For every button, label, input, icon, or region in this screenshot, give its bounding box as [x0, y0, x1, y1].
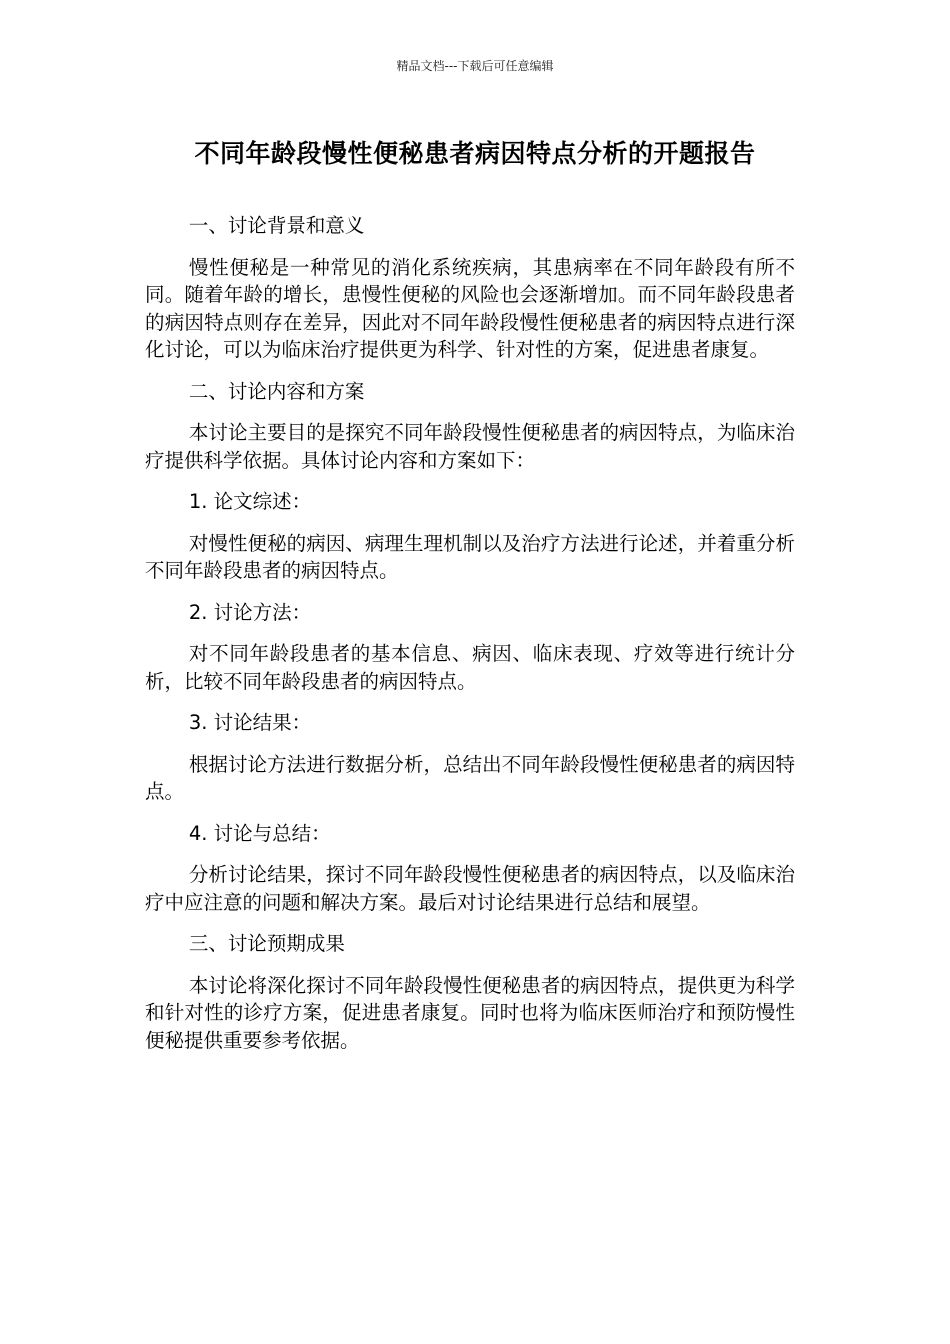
- paragraph-methods: 对不同年龄段患者的基本信息、病因、临床表现、疗效等进行统计分析，比较不同年龄段患者的病因特点。: [145, 642, 795, 693]
- item-heading-methods: 2. 讨论方法：: [188, 600, 312, 624]
- item-heading-results: 3. 讨论结果：: [188, 711, 312, 734]
- paragraph-literature-review: 对慢性便秘的病因、病理生理机制以及治疗方法进行论述，并着重分析不同年龄段患者的病因特点。: [145, 531, 795, 582]
- paragraph-results: 根据讨论方法进行数据分析，总结出不同年龄段慢性便秘患者的病因特点。: [145, 752, 795, 803]
- paragraph-expected-outcomes: 本讨论将深化探讨不同年龄段慢性便秘患者的病因特点，提供更为科学和针对性的诊疗方案，促进患者康复。同时也将为临床医师治疗和预防慢性便秘提供重要参考依据。: [145, 973, 795, 1052]
- section-heading-background: 一、讨论背景和意义: [188, 214, 365, 237]
- item-heading-literature-review: 1. 论文综述：: [188, 490, 312, 513]
- paragraph-background: 慢性便秘是一种常见的消化系统疾病，其患病率在不同年龄段有所不同。随着年龄的增长，患慢性便秘的风险也会逐渐增加。而不同年龄段患者的病因特点则存在差异，因此对不同年龄段慢性便秘患者的病因特点进行深化讨论，可以为临床治疗提供更为科学、针对性的方案，促进患者康复。: [145, 255, 795, 361]
- item-heading-discussion-summary: 4. 讨论与总结：: [188, 821, 331, 845]
- section-heading-expected-outcomes: 三、讨论预期成果: [188, 932, 345, 955]
- paragraph-discussion-summary: 分析讨论结果，探讨不同年龄段慢性便秘患者的病因特点，以及临床治疗中应注意的问题和解决方案。最后对讨论结果进行总结和展望。: [145, 863, 795, 914]
- section-heading-content-plan: 二、讨论内容和方案: [188, 379, 365, 403]
- document-title: 不同年龄段慢性便秘患者病因特点分析的开题报告: [194, 139, 756, 168]
- page-header-note: 精品文档---下载后可任意编辑: [396, 59, 554, 73]
- paragraph-content-plan-intro: 本讨论主要目的是探究不同年龄段慢性便秘患者的病因特点，为临床治疗提供科学依据。具体讨论内容和方案如下：: [145, 421, 795, 472]
- document-body: [145, 212, 795, 1068]
